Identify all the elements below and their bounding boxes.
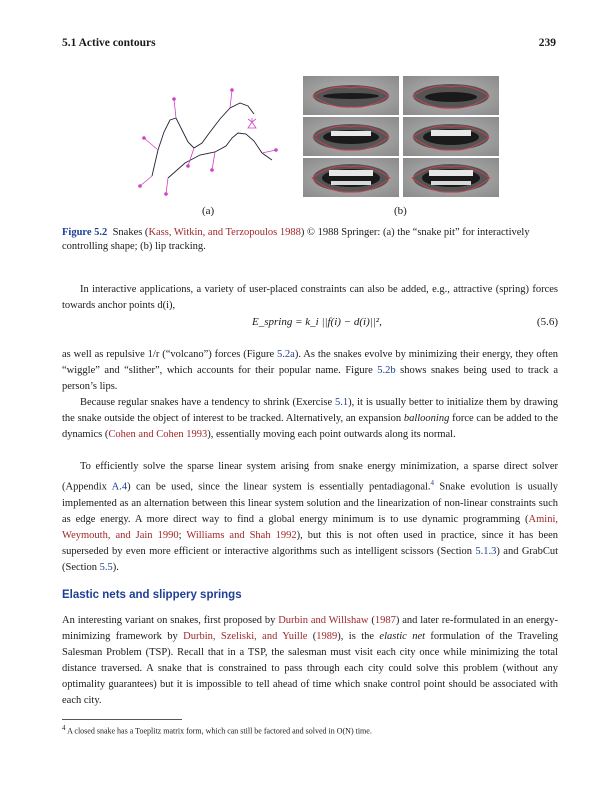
lip-frame-4 (403, 117, 499, 156)
footnote-rule (62, 719, 182, 720)
figure-ref-link[interactable]: 5.2a (277, 349, 295, 360)
subfigure-b-label: (b) (394, 205, 407, 217)
equation-number: (5.6) (536, 316, 558, 328)
citation-link[interactable]: Williams and Shah 1992 (186, 529, 297, 541)
citation-year-link[interactable]: 1987 (374, 615, 396, 626)
paragraph-1: In interactive applications, a variety of user-placed constraints can also be added, e.g., attractive (spring) forces towards anchor points d(i), (62, 284, 558, 311)
citation-link[interactable]: Amini, Weymouth, and Jain 1990 (62, 513, 558, 541)
section-ref-link[interactable]: 5.5 (99, 561, 113, 573)
paragraph-3: Because regular snakes have a tendency to shrink (Exercise 5.1), it is usually better to initialize them by drawing the snake outside the object of interest to be tracked. Alternatively, an expansion ballooning force can be added to the dynamics (Cohen and Cohen 1993), essentially moving each point outwards along its normal. (62, 397, 558, 440)
citation-link[interactable]: Durbin, Szeliski, and Yuille (183, 631, 308, 642)
figure-caption: Figure 5.2 Snakes (Kass, Witkin, and Terzopoulos 1988) © 1988 Springer: (a) the “snake pit” for interactively controlling shape; (b) lip tracking. (62, 227, 530, 252)
figure-label[interactable]: Figure 5.2 (62, 227, 108, 238)
equation-5-6 (62, 316, 558, 332)
footnote-4: $^4$ A closed snake has a Toeplitz matrix form, which can still be factored and solved in O(N) time. (62, 724, 372, 736)
citation-year-link[interactable]: 1989 (316, 631, 338, 642)
lip-tracking-figure (303, 76, 499, 197)
footnote-number: 4 (62, 724, 66, 732)
running-header-section: 5.1 Active contours (62, 37, 156, 49)
lip-frame-6 (403, 158, 499, 197)
section-ref-link[interactable]: 5.1.3 (475, 545, 497, 557)
paragraph-2: as well as repulsive 1/r (“volcano”) forces (Figure 5.2a). As the snakes evolve by minimizing their energy, they often “wiggle” and “slither”, which accounts for their popular name. Figure 5.2b shows snakes being used to track a person’s lips. (62, 349, 558, 392)
volcano-marker (248, 118, 256, 128)
lip-frame-1 (303, 76, 399, 115)
exercise-ref-link[interactable]: 5.1 (335, 397, 349, 408)
citation-link[interactable]: Kass, Witkin, and Terzopoulos 1988 (148, 227, 301, 238)
section-heading: Elastic nets and slippery springs (62, 589, 242, 601)
snake-pit-figure (130, 78, 290, 203)
paragraph-5: An interesting variant on snakes, first proposed by Durbin and Willshaw (1987) and later re-formulated in an energy-minimizing framework by Durbin, Szeliski, and Yuille (1989), is the elastic net formulation of the Traveling Salesman Problem (TSP). Recall that in a TSP, the salesman must visit each city once while minimizing the total distance traversed. A snake that is constrained to pass through each city could solve this problem (without any optimality guarantees) but it is impossible to tell ahead of time which snake control point should be associated with each city. (62, 615, 558, 706)
citation-link[interactable]: Durbin and Willshaw (278, 615, 369, 626)
subfigure-a-label: (a) (202, 205, 215, 217)
citation-link[interactable]: Cohen and Cohen 1993 (108, 429, 208, 440)
page-number: 239 (538, 37, 556, 49)
snake-curve-left (152, 103, 254, 176)
lip-frame-3 (303, 117, 399, 156)
lip-frame-5 (303, 158, 399, 197)
footnote-marker[interactable]: 4 (430, 479, 435, 487)
lip-frame-2 (403, 76, 499, 115)
equation-expression: E_spring = k_i ||f(i) − d(i)||², (252, 316, 382, 328)
snake-curve-right (168, 133, 272, 178)
paragraph-4: To efficiently solve the sparse linear system arising from snake energy minimization, a sparse direct solver (Appendix A.4) can be used, since the linear system is essentially pentadiagonal.$^4$ Snake evolution is usually implemented as an alternation between this linear system solution and the linearization of non-linear constraints such as edge energy. A more direct way to find a global energy minimum is to use dynamic programming (Amini, Weymouth, and Jain 1990; Williams and Shah 1992), but this is not often used in practice, since it has been superseded by even more efficient or interactive algorithms such as intelligent scissors (Section 5.1.3) and GrabCut (Section 5.5). (62, 461, 559, 573)
figure-ref-link[interactable]: 5.2b (377, 365, 396, 376)
appendix-ref-link[interactable]: A.4 (111, 481, 128, 493)
